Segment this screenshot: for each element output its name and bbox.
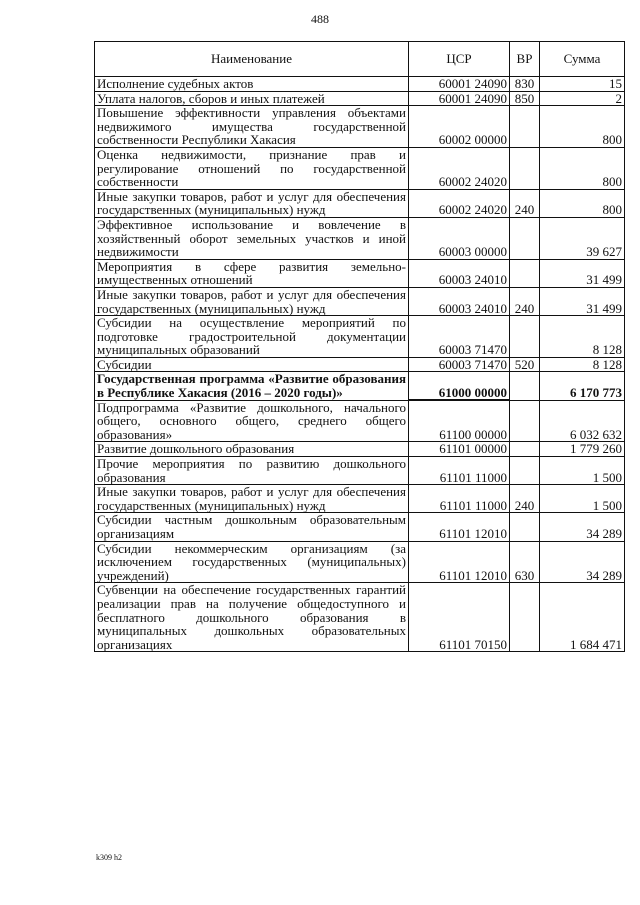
- csr-cell: 60001 24090: [409, 77, 510, 92]
- name-cell: Субсидии на осуществление мероприятий по подготовке градостроительной документации муниципальных образований: [95, 316, 409, 358]
- vr-cell: [510, 513, 540, 541]
- name-cell: Подпрограмма «Развитие дошкольного, начального общего, основного общего, среднего общего образования»: [95, 400, 409, 442]
- sum-cell: 6 032 632: [540, 400, 625, 442]
- sum-cell: 800: [540, 147, 625, 189]
- sum-cell: 15: [540, 77, 625, 92]
- name-cell: Иные закупки товаров, работ и услуг для обеспечения государственных (муниципальных) нужд: [95, 189, 409, 217]
- vr-cell: 240: [510, 485, 540, 513]
- sum-cell: 8 128: [540, 357, 625, 372]
- name-cell: Уплата налогов, сборов и иных платежей: [95, 91, 409, 106]
- csr-cell: 60003 71470: [409, 357, 510, 372]
- table-row: [95, 287, 625, 315]
- csr-cell: 61000 00000: [409, 372, 510, 400]
- sum-cell: 39 627: [540, 217, 625, 259]
- vr-cell: [510, 400, 540, 442]
- csr-cell: 60001 24090: [409, 91, 510, 106]
- header-csr: ЦСР: [409, 42, 510, 77]
- name-cell: Исполнение судебных актов: [95, 77, 409, 92]
- vr-cell: [510, 217, 540, 259]
- budget-table: [94, 41, 625, 652]
- table-row: [95, 485, 625, 513]
- vr-cell: 830: [510, 77, 540, 92]
- table-row: [95, 541, 625, 583]
- table-body: [95, 77, 625, 652]
- header-sum: Сумма: [540, 42, 625, 77]
- name-cell: Мероприятия в сфере развития земельно-имущественных отношений: [95, 259, 409, 287]
- table-row: [95, 106, 625, 148]
- csr-cell: 61101 11000: [409, 485, 510, 513]
- sum-cell: 34 289: [540, 541, 625, 583]
- table-header-row: [95, 42, 625, 77]
- name-cell: Повышение эффективности управления объектами недвижимого имущества государственной собственности Республики Хакасия: [95, 106, 409, 148]
- sum-cell: 31 499: [540, 259, 625, 287]
- table-row: [95, 259, 625, 287]
- vr-cell: [510, 106, 540, 148]
- table-row: [95, 400, 625, 442]
- sum-cell: 800: [540, 189, 625, 217]
- csr-cell: 60002 24020: [409, 147, 510, 189]
- name-cell: Прочие мероприятия по развитию дошкольного образования: [95, 457, 409, 485]
- csr-cell: 61101 70150: [409, 583, 510, 652]
- table-row: [95, 217, 625, 259]
- sum-cell: 6 170 773: [540, 372, 625, 400]
- csr-cell: 60003 24010: [409, 259, 510, 287]
- vr-cell: [510, 442, 540, 457]
- csr-cell: 60002 00000: [409, 106, 510, 148]
- name-cell: Субсидии некоммерческим организациям (за исключением государственных (муниципальных) учреждений): [95, 541, 409, 583]
- name-cell: Государственная программа «Развитие образования в Республике Хакасия (2016 – 2020 годы)»: [95, 372, 409, 400]
- csr-cell: 61101 12010: [409, 513, 510, 541]
- vr-cell: 520: [510, 357, 540, 372]
- csr-cell: 60003 71470: [409, 316, 510, 358]
- table-row: [95, 442, 625, 457]
- table-row: [95, 316, 625, 358]
- name-cell: Субсидии частным дошкольным образовательным организациям: [95, 513, 409, 541]
- table-row: [95, 189, 625, 217]
- name-cell: Субвенции на обеспечение государственных гарантий реализации прав на получение общедоступного и бесплатного дошкольного образования в муниципальных дошкольных образовательных организациях: [95, 583, 409, 652]
- footer-code: k309 h2: [96, 853, 122, 862]
- sum-cell: 8 128: [540, 316, 625, 358]
- vr-cell: 240: [510, 287, 540, 315]
- name-cell: Иные закупки товаров, работ и услуг для обеспечения государственных (муниципальных) нужд: [95, 287, 409, 315]
- vr-cell: 630: [510, 541, 540, 583]
- csr-cell: 60003 24010: [409, 287, 510, 315]
- csr-cell: 61100 00000: [409, 400, 510, 442]
- vr-cell: [510, 372, 540, 400]
- name-cell: Эффективное использование и вовлечение в хозяйственный оборот земельных участков и иной недвижимости: [95, 217, 409, 259]
- name-cell: Субсидии: [95, 357, 409, 372]
- vr-cell: 850: [510, 91, 540, 106]
- page-number: 488: [311, 12, 329, 26]
- header-name: Наименование: [95, 42, 409, 77]
- vr-cell: [510, 147, 540, 189]
- csr-cell: 61101 12010: [409, 541, 510, 583]
- table-row: [95, 457, 625, 485]
- sum-cell: 1 684 471: [540, 583, 625, 652]
- vr-cell: [510, 259, 540, 287]
- vr-cell: [510, 316, 540, 358]
- vr-cell: 240: [510, 189, 540, 217]
- sum-cell: 1 779 260: [540, 442, 625, 457]
- vr-cell: [510, 457, 540, 485]
- csr-cell: 60002 24020: [409, 189, 510, 217]
- header-vr: ВР: [510, 42, 540, 77]
- table-row: [95, 583, 625, 652]
- sum-cell: 2: [540, 91, 625, 106]
- sum-cell: 34 289: [540, 513, 625, 541]
- sum-cell: 31 499: [540, 287, 625, 315]
- name-cell: Развитие дошкольного образования: [95, 442, 409, 457]
- name-cell: Иные закупки товаров, работ и услуг для обеспечения государственных (муниципальных) нужд: [95, 485, 409, 513]
- table-row: [95, 91, 625, 106]
- table-row: [95, 147, 625, 189]
- csr-cell: 60003 00000: [409, 217, 510, 259]
- table-row: [95, 77, 625, 92]
- csr-cell: 61101 11000: [409, 457, 510, 485]
- vr-cell: [510, 583, 540, 652]
- sum-cell: 1 500: [540, 457, 625, 485]
- sum-cell: 800: [540, 106, 625, 148]
- table-row: [95, 372, 625, 400]
- csr-cell: 61101 00000: [409, 442, 510, 457]
- name-cell: Оценка недвижимости, признание прав и регулирование отношений по государственной собственности: [95, 147, 409, 189]
- table-row: [95, 357, 625, 372]
- table-row: [95, 513, 625, 541]
- sum-cell: 1 500: [540, 485, 625, 513]
